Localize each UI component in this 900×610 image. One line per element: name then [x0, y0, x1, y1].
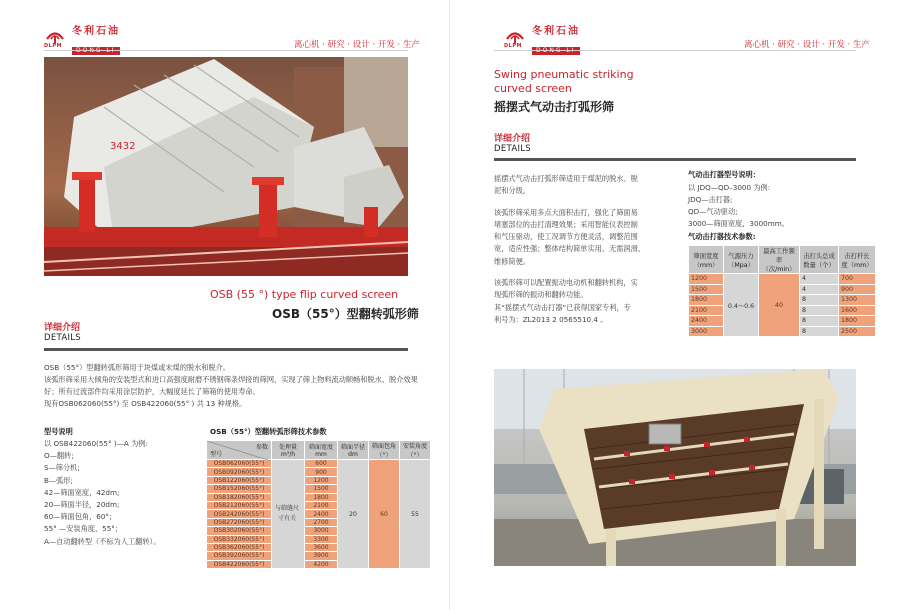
- brand-name-cn: 冬利石油: [532, 26, 580, 37]
- model-cell: OSB242060(55°): [207, 510, 272, 518]
- col-header: 气源压力 （Mpa）: [724, 246, 759, 274]
- description-line: 现弧形筛的振动和翻转功能。: [494, 290, 588, 300]
- spec-table-title: 气动击打器技术参数:: [688, 232, 756, 241]
- width-cell: 3000: [305, 527, 338, 535]
- col-header: 筛面宽度 （mm）: [689, 246, 724, 274]
- rod-length-cell: 900: [839, 284, 876, 295]
- description-line: 该弧形筛采用多点大面积击打，强化了筛面易: [494, 207, 638, 217]
- width-cell: 3000: [689, 326, 724, 337]
- model-line: S—筛分机;: [44, 463, 80, 473]
- rod-length-cell: 1600: [839, 305, 876, 316]
- width-cell: 1500: [689, 284, 724, 295]
- width-cell: 1500: [305, 485, 338, 493]
- rod-length-cell: 1300: [839, 295, 876, 306]
- heads-cell: 4: [800, 284, 839, 295]
- width-cell: 3300: [305, 535, 338, 543]
- width-cell: 2100: [305, 501, 338, 509]
- width-cell: 2400: [305, 510, 338, 518]
- description-spacer: [494, 268, 674, 277]
- description-line: 摇摆式气动击打弧形筛适用于煤泥的脱水、脱: [494, 174, 638, 183]
- details-divider: [44, 348, 408, 351]
- col-header: 处理量 m³/h: [272, 441, 305, 460]
- model-cell: OSB152060(55°): [207, 485, 272, 493]
- machine-number: 3432: [110, 141, 136, 152]
- param-label: 参数: [255, 444, 268, 451]
- model-line: QD—气动驱动;: [688, 207, 738, 216]
- model-line: 以 OSB422060(55° )—A 为例:: [44, 439, 148, 448]
- col-header: 筛面半径 dm: [338, 441, 369, 460]
- model-cell: OSB362060(55°): [207, 543, 272, 551]
- details-divider: [494, 158, 856, 161]
- brand-abbr: DLPM: [44, 43, 62, 49]
- brand-name-cn: 冬利石油: [72, 26, 120, 37]
- header-divider: [494, 50, 856, 51]
- model-cell: OSB302060(55°): [207, 527, 272, 535]
- description-spacer: [494, 198, 674, 207]
- width-cell: 600: [305, 460, 338, 468]
- model-line: 20—筛面半径，20dm;: [44, 500, 120, 510]
- corner-header: [207, 441, 272, 460]
- description-line: 利号为：ZL2013 2 0565510.4 。: [494, 314, 608, 324]
- brand-name-en: [72, 47, 120, 55]
- description-line: 宽，适应性强；整体结构简单实用、无需润滑、: [494, 244, 645, 254]
- frequency-cell: 40: [759, 274, 800, 337]
- description-line: 该弧形筛可以配置振动电动机和翻转机构，实: [494, 278, 638, 288]
- rod-length-cell: 700: [839, 274, 876, 285]
- model-line: 55° —安装角度，55°；: [44, 524, 123, 534]
- width-cell: 4200: [305, 560, 338, 568]
- width-cell: 2100: [689, 305, 724, 316]
- model-cell: OSB212060(55°): [207, 501, 272, 509]
- brand-emblem-icon: [504, 26, 526, 48]
- model-label: 型号: [210, 451, 223, 458]
- model-line: 60—筛面包角，60°；: [44, 512, 117, 522]
- width-cell: 2700: [305, 518, 338, 526]
- header-slogan: 离心机 · 研究 · 设计 · 开发 · 生产: [744, 40, 870, 50]
- header-divider: [44, 50, 408, 51]
- product-title-cn: 摇摆式气动击打弧形筛: [494, 100, 615, 114]
- right-page: [450, 0, 900, 610]
- brand-name-en: [532, 47, 580, 55]
- description-line: 堵塞部位的击打清理效果；采用智能仪表控制: [494, 219, 638, 229]
- header-slogan: 离心机 · 研究 · 设计 · 开发 · 生产: [294, 40, 420, 50]
- model-explanation: [44, 438, 204, 548]
- description-line: 和气压驱动，使工况调节方便灵活，调整范围: [494, 232, 638, 242]
- description-line: 该弧形筛采用大倾角的安装型式和进口高强度耐磨不锈钢筛条焊接的筛网，实现了筛上物料流动顺畅和脱水、脱介效果: [44, 375, 418, 384]
- model-cell: OSB272060(55°): [207, 518, 272, 526]
- width-cell: 3600: [305, 543, 338, 551]
- details-heading-cn: 详细介绍: [44, 323, 81, 333]
- title-en-line: Swing pneumatic striking: [494, 68, 634, 81]
- width-cell: 3900: [305, 552, 338, 560]
- product-title-en: OSB (55 °) type flip curved screen: [210, 288, 399, 301]
- swing-curved-screen-photo: [494, 369, 856, 566]
- model-cell: OSB092060(55°): [207, 468, 272, 476]
- rod-length-cell: 2500: [839, 326, 876, 337]
- model-line: A—自动翻转型（不标为人工翻转）。: [44, 536, 161, 546]
- product-description: [494, 173, 674, 326]
- col-header: 最高工作频 率（次/min）: [759, 246, 800, 274]
- details-heading-en: DETAILS: [44, 333, 82, 343]
- col-header: 击打头总成 数量（个）: [800, 246, 839, 274]
- description-line: 好；所有过流部件均采用涂层防护，大幅度延长了筛箱的使用寿命。: [44, 387, 260, 396]
- product-title-en: [494, 68, 634, 96]
- product-title-cn: OSB（55°）型翻转弧形筛: [272, 307, 419, 321]
- description-line: 其“摇摆式气动击打器”已获得国家专利，专: [494, 302, 631, 312]
- spec-table-title: OSB（55°）型翻转弧形筛技术参数: [210, 427, 327, 436]
- heads-cell: 8: [800, 295, 839, 306]
- model-cell: OSB332060(55°): [207, 535, 272, 543]
- details-heading-cn: 详细介绍: [494, 134, 531, 144]
- brand-emblem-icon: [44, 26, 66, 48]
- col-header: 筛面包角 （°）: [369, 441, 400, 460]
- col-header: 安装角度 （°）: [400, 441, 431, 460]
- heads-cell: 4: [800, 274, 839, 285]
- model-cell: OSB122060(55°): [207, 476, 272, 484]
- model-line: B—弧形;: [44, 475, 73, 485]
- osb-spec-table-wrap: [206, 440, 431, 569]
- heads-cell: 8: [800, 316, 839, 327]
- flip-curved-screen-photo: [44, 57, 408, 276]
- model-line: O—翻转;: [44, 451, 74, 461]
- model-line: 以 JDQ—QD–3000 为例:: [688, 183, 771, 192]
- radius-cell: 20: [338, 460, 369, 569]
- capacity-cell: 与筛缝尺寸有关: [272, 460, 305, 569]
- striker-spec-table-wrap: [688, 245, 876, 337]
- col-header: 筛面宽度 mm: [305, 441, 338, 460]
- width-cell: 2400: [689, 316, 724, 327]
- details-heading-en: DETAILS: [494, 144, 532, 154]
- width-cell: 900: [305, 468, 338, 476]
- model-line: JDQ—击打器;: [688, 195, 733, 204]
- install-angle-cell: 55: [400, 460, 431, 569]
- angle-cell: 60: [369, 460, 400, 569]
- model-heading: 型号说明: [44, 427, 73, 436]
- model-cell: OSB062060(55°): [207, 460, 272, 468]
- pressure-cell: 0.4～0.6: [724, 274, 759, 337]
- model-line: 3000—筛面宽度，3000mm。: [688, 219, 789, 228]
- brand-logo: [44, 26, 120, 56]
- model-heading: 气动击打器型号说明：: [688, 170, 760, 179]
- description-line: 泥和分级。: [494, 186, 530, 196]
- model-cell: OSB392060(55°): [207, 552, 272, 560]
- title-en-line: curved screen: [494, 82, 572, 95]
- osb-spec-table: [206, 440, 431, 569]
- width-cell: 1200: [305, 476, 338, 484]
- model-cell: OSB422060(55°): [207, 560, 272, 568]
- heads-cell: 8: [800, 326, 839, 337]
- model-cell: OSB182060(55°): [207, 493, 272, 501]
- product-description: [44, 362, 424, 410]
- heads-cell: 8: [800, 305, 839, 316]
- description-line: OSB（55°）型翻转弧形筛用于块煤或末煤的脱水和脱介。: [44, 363, 231, 372]
- model-explanation: [688, 182, 858, 230]
- rod-length-cell: 1800: [839, 316, 876, 327]
- width-cell: 1200: [689, 274, 724, 285]
- width-cell: 1800: [689, 295, 724, 306]
- col-header: 击打杆长 度（mm）: [839, 246, 876, 274]
- model-line: 42—筛面宽度，42dm;: [44, 487, 120, 497]
- description-line: 现有OSB062060(55°) 至 OSB422060(55° ) 共 13 种规格。: [44, 399, 247, 408]
- width-cell: 1800: [305, 493, 338, 501]
- description-line: 维修简便。: [494, 256, 530, 266]
- brand-logo: [504, 26, 580, 56]
- striker-spec-table: [688, 245, 876, 337]
- brand-abbr: DLPM: [504, 43, 522, 49]
